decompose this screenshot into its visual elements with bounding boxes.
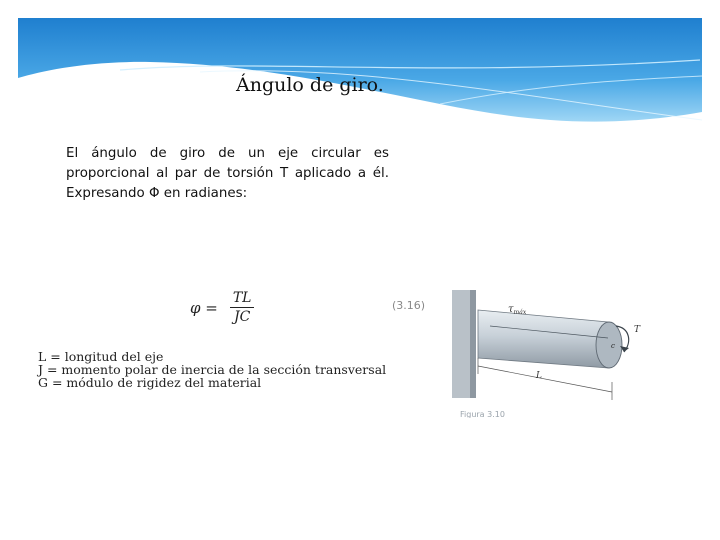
- formula-lhs: φ =: [190, 298, 218, 317]
- slide-body-text: El ángulo de giro de un eje circular es proporcional al par de torsión T aplicado a él. Expresando Φ en radianes:: [66, 146, 389, 201]
- shaft-diagram: [448, 282, 648, 418]
- header-banner: [0, 0, 720, 135]
- formula: [190, 290, 254, 325]
- legend-item-length: L = longitud del eje: [38, 349, 164, 364]
- slide-title: Ángulo de giro.: [236, 74, 384, 96]
- figure-caption: Figura 3.10: [460, 410, 505, 418]
- cylinder-body: [478, 310, 608, 368]
- center-label: c: [611, 342, 615, 350]
- tau-symbol: τ: [508, 304, 514, 315]
- wall-face: [470, 290, 476, 398]
- formula-denominator: JC: [234, 309, 251, 325]
- torque-label: T: [634, 325, 641, 335]
- variable-legend: [38, 350, 386, 389]
- length-label: L: [536, 371, 542, 381]
- legend-item-polar-moment: J = momento polar de inercia de la sección transversal: [38, 362, 387, 377]
- tau-label: [508, 304, 527, 316]
- cylinder-end: [596, 322, 622, 368]
- formula-numerator: TL: [230, 290, 255, 308]
- legend-item-rigidity: G = módulo de rigidez del material: [38, 375, 262, 390]
- formula-block: [30, 282, 430, 412]
- formula-fraction: [230, 290, 255, 325]
- equation-number: (3.16): [392, 299, 426, 312]
- tau-subscript: máx: [513, 309, 527, 316]
- length-dim-line: [478, 366, 612, 392]
